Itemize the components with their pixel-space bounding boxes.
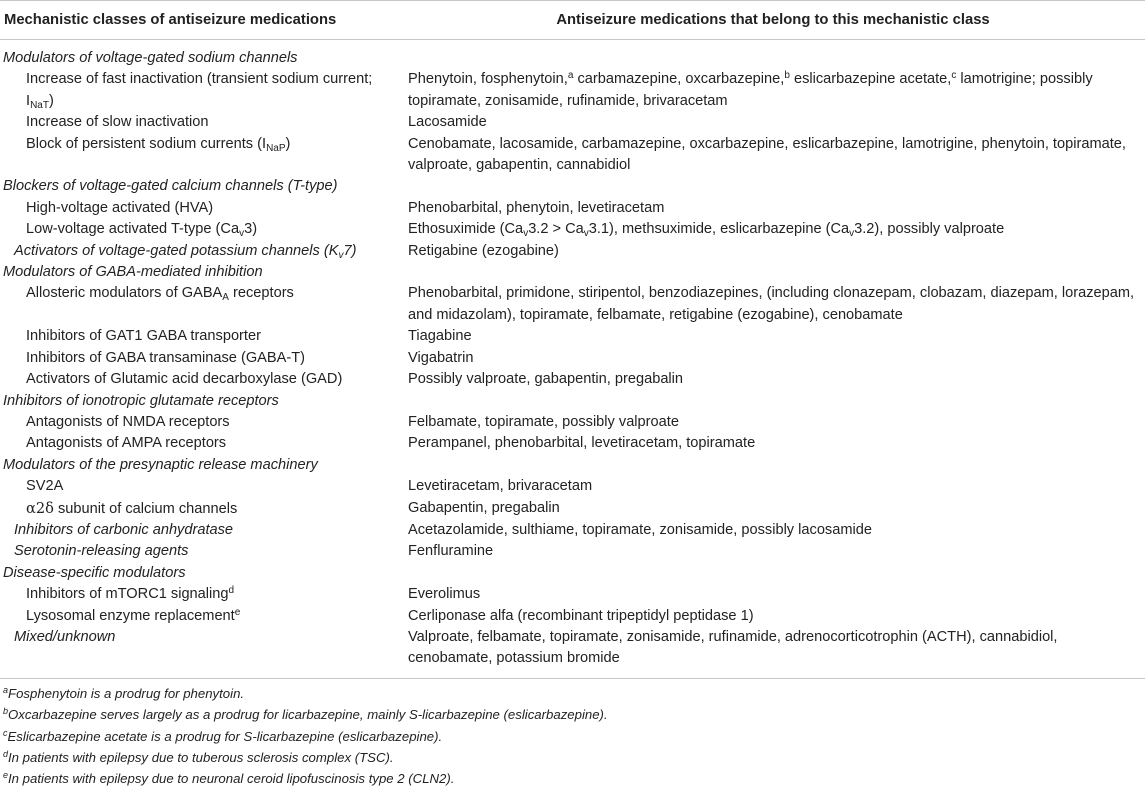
table-row [0, 134, 1145, 177]
mechanism-label: SV2A [26, 478, 64, 495]
group-title: Modulators of the presynaptic release machinery [3, 456, 318, 473]
mechanism-label: Inhibitors of mTORC1 signaling$^d$ [26, 585, 235, 603]
medication-list: Vigabatrin [408, 349, 474, 366]
table-row [0, 241, 1145, 262]
footnote: $^a$Fosphenytoin is a prodrug for phenytoin. [3, 685, 245, 701]
table-row [0, 69, 1145, 112]
footnotes [3, 683, 1143, 789]
table-row [0, 584, 1145, 605]
table-row [0, 219, 1145, 240]
mechanism-label: Increase of fast inactivation (transient sodium current; $I_{NaT}$) [26, 71, 373, 111]
group-title: Blockers of voltage-gated calcium channels (T-type) [3, 178, 338, 195]
table-row [0, 520, 1145, 541]
footnote: $^b$Oxcarbazepine serves largely as a prodrug for licarbazepine, mainly S-licarbazepine (eslicarbazepine). [3, 706, 608, 723]
medication-list: Cenobamate, lacosamide, carbamazepine, oxcarbazepine, eslicarbazepine, lamotrigine, phenytoin, topiramate, valproate, gabapentin, cannabidiol [408, 135, 1126, 174]
medication-list: Phenytoin, fosphenytoin,$^a$ carbamazepine, oxcarbazepine,$^b$ eslicarbazepine acetate,$^c$ lamotrigine; possibly topiramate, zonisamide, rufinamide, brivaracetam [408, 70, 1093, 109]
table-row [0, 498, 1145, 520]
medication-list: Levetiracetam, brivaracetam [408, 478, 593, 495]
medication-list: Everolimus [408, 586, 481, 603]
medication-list: Lacosamide [408, 114, 487, 131]
table-row [0, 627, 1145, 678]
medication-list: Tiagabine [408, 328, 472, 345]
header-medications: Antiseizure medications that belong to this mechanistic class [401, 1, 1145, 40]
medication-list: Retigabine (ezogabine) [408, 242, 559, 259]
mechanism-label: Antagonists of NMDA receptors [26, 413, 230, 430]
group-row [0, 176, 1145, 197]
mechanism-label: Serotonin-releasing agents [14, 543, 189, 560]
mechanism-label: Lysosomal enzyme replacement$^e$ [26, 606, 241, 624]
mechanism-label: Mixed/unknown [0, 627, 401, 678]
table-row [0, 348, 1145, 369]
table-row [0, 283, 1145, 326]
table-row [0, 412, 1145, 433]
mechanism-label: Inhibitors of carbonic anhydratase [14, 521, 234, 538]
table-row [0, 326, 1145, 347]
footnote: $^d$In patients with epilepsy due to tuberous sclerosis complex (TSC). [3, 748, 394, 765]
group-row [0, 262, 1145, 283]
footnote: $^c$Eslicarbazepine acetate is a prodrug for S-licarbazepine (eslicarbazepine). [3, 727, 443, 744]
table-header-row [0, 1, 1145, 40]
medication-list: Valproate, felbamate, topiramate, zonisamide, rufinamide, adrenocorticotrophin (ACTH), cannabidiol, cenobamate, potassium bromide [401, 627, 1145, 678]
medication-list: Cerliponase alfa (recombinant tripeptidyl peptidase 1) [408, 607, 754, 624]
medication-list: Phenobarbital, primidone, stiripentol, benzodiazepines, (including clonazepam, clobazam, diazepam, lorazepam, and midazolam), topiramate, felbamate, retigabine (ezogabine), cenobamate [408, 285, 1135, 323]
mechanism-label: Activators of Glutamic acid decarboxylase (GAD) [26, 371, 343, 388]
medication-list: Possibly valproate, gabapentin, pregabalin [408, 371, 684, 388]
mechanism-label: Low-voltage activated T-type $(Ca_v3)$ [26, 221, 258, 240]
mechanism-label: Inhibitors of GABA transaminase (GABA-T) [26, 349, 306, 366]
table-row [0, 476, 1145, 497]
medication-list: Felbamate, topiramate, possibly valproate [408, 413, 679, 430]
mechanism-label: Increase of slow inactivation [26, 114, 209, 131]
mechanism-label: Inhibitors of GAT1 GABA transporter [26, 328, 261, 345]
group-row [0, 563, 1145, 584]
group-title: Disease-specific modulators [3, 564, 186, 581]
medication-list: Fenfluramine [408, 543, 494, 560]
table-row [0, 606, 1145, 627]
group-row [0, 40, 1145, 70]
group-title: Modulators of voltage-gated sodium channels [3, 50, 298, 66]
mechanism-label: Allosteric modulators of $GABA_A$ receptors [26, 285, 294, 304]
medication-list: Ethosuximide $(Ca_v3.2 > Ca_v3.1)$, methsuximide, eslicarbazepine $(Ca_v3.2)$, possibly valproate [408, 221, 1005, 240]
table-row [0, 433, 1145, 454]
group-title: Inhibitors of ionotropic glutamate receptors [3, 392, 279, 409]
group-title: Modulators of GABA-mediated inhibition [3, 264, 263, 281]
mechanism-label: Activators of voltage-gated potassium channels $(K_v7)$ [14, 242, 357, 261]
mechanism-label: High-voltage activated (HVA) [26, 199, 214, 216]
medication-list: Perampanel, phenobarbital, levetiracetam, topiramate [408, 435, 756, 452]
group-row [0, 455, 1145, 476]
mechanism-label: Antagonists of AMPA receptors [26, 435, 227, 452]
group-row [0, 391, 1145, 412]
table-row [0, 369, 1145, 390]
medication-list: Gabapentin, pregabalin [408, 499, 560, 516]
table-row [0, 112, 1145, 133]
table-row [0, 541, 1145, 562]
table-row [0, 198, 1145, 219]
footnote: $^e$In patients with epilepsy due to neuronal ceroid lipofuscinosis type 2 (CLN2). [3, 770, 455, 787]
medication-list: Phenobarbital, phenytoin, levetiracetam [408, 199, 665, 216]
medication-list: Acetazolamide, sulthiame, topiramate, zonisamide, possibly lacosamide [408, 521, 872, 538]
header-mechanistic-class: Mechanistic classes of antiseizure medications [0, 1, 401, 40]
mechanism-label: α2δ subunit of calcium channels [26, 499, 238, 517]
mechanism-label: Block of persistent sodium currents $(I_{NaP})$ [26, 135, 291, 154]
